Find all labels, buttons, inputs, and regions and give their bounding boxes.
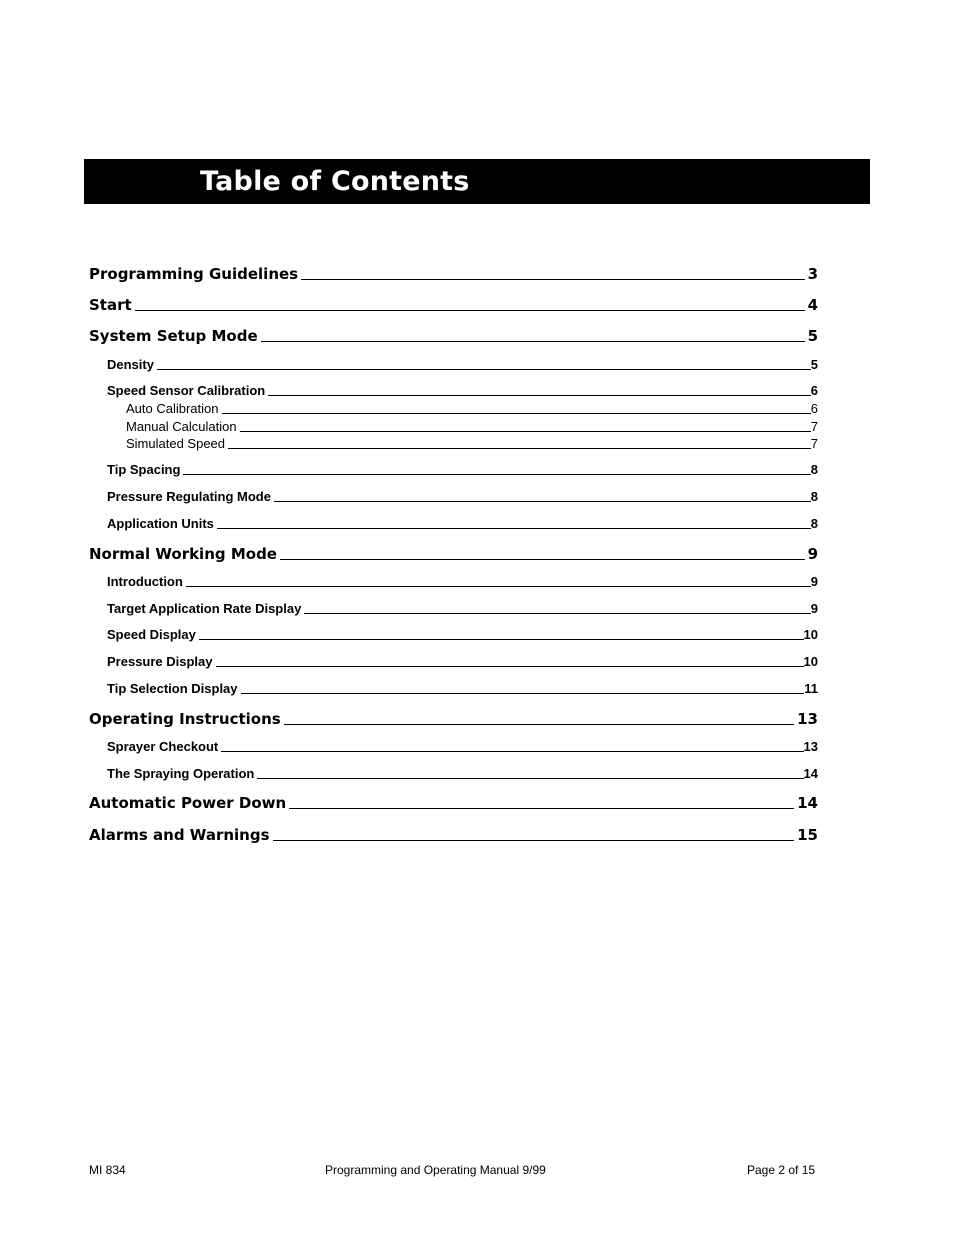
toc-entry[interactable]	[107, 681, 818, 696]
toc-entry-title: Target Application Rate Display	[107, 601, 302, 616]
toc-entry[interactable]	[107, 627, 818, 642]
toc-entry-title: Programming Guidelines	[89, 265, 299, 283]
toc-entry-page: 6	[810, 401, 818, 416]
toc-entry[interactable]	[107, 766, 818, 781]
toc-entry-page: 10	[803, 654, 818, 669]
toc-entry[interactable]	[89, 327, 818, 345]
footer-page-number: Page 2 of 15	[747, 1163, 816, 1177]
toc-entry-title: Introduction	[107, 574, 183, 589]
toc-entry-page: 7	[810, 436, 818, 451]
toc-entry[interactable]	[107, 601, 818, 616]
toc-leader-line	[274, 501, 811, 502]
toc-entry-title: Application Units	[107, 516, 214, 531]
toc-entry-title: Simulated Speed	[126, 436, 226, 451]
toc-entry-title: Manual Calculation	[126, 419, 237, 434]
toc-entry-page: 10	[803, 627, 818, 642]
footer-document-id: MI 834	[89, 1163, 126, 1177]
toc-entry-title: Operating Instructions	[89, 710, 281, 728]
toc-entry-page: 8	[810, 489, 818, 504]
toc-entry-title: Automatic Power Down	[89, 794, 287, 812]
toc-entry-page: 8	[810, 516, 818, 531]
toc-entry[interactable]	[107, 739, 818, 754]
toc-leader-line	[222, 413, 811, 414]
toc-leader-line	[289, 808, 794, 809]
toc-leader-line	[241, 693, 805, 694]
toc-entry-title: Sprayer Checkout	[107, 739, 219, 754]
toc-entry-page: 6	[810, 383, 818, 398]
toc-entry-page: 7	[810, 419, 818, 434]
toc-leader-line	[157, 369, 811, 370]
toc-leader-line	[301, 279, 804, 280]
toc-leader-line	[273, 840, 795, 841]
toc-leader-line	[221, 751, 803, 752]
toc-entry[interactable]	[107, 462, 818, 477]
toc-entry-page: 4	[807, 296, 818, 314]
toc-entry-page: 5	[810, 357, 818, 372]
toc-entry[interactable]	[126, 419, 818, 434]
footer-manual-title: Programming and Operating Manual 9/99	[325, 1163, 546, 1177]
toc-leader-line	[257, 778, 803, 779]
toc-entry-title: Alarms and Warnings	[89, 826, 270, 844]
toc-entry-page: 3	[807, 265, 818, 283]
title-banner	[84, 159, 870, 204]
toc-entry-page: 14	[803, 766, 818, 781]
toc-entry-page: 13	[803, 739, 818, 754]
toc-entry-title: Pressure Display	[107, 654, 213, 669]
toc-entry[interactable]	[107, 654, 818, 669]
toc-leader-line	[183, 474, 810, 475]
toc-entry-title: Density	[107, 357, 154, 372]
toc-entry-page: 9	[807, 545, 818, 563]
toc-entry[interactable]	[89, 296, 818, 314]
toc-entry-page: 5	[807, 327, 818, 345]
toc-entry-title: The Spraying Operation	[107, 766, 255, 781]
toc-entry[interactable]	[126, 436, 818, 451]
toc-entry[interactable]	[89, 265, 818, 283]
toc-entry[interactable]	[107, 357, 818, 372]
toc-entry[interactable]	[107, 574, 818, 589]
toc-entry[interactable]	[89, 545, 818, 563]
toc-entry[interactable]	[107, 383, 818, 398]
toc-entry-title: Speed Display	[107, 627, 196, 642]
page-title: Table of Contents	[200, 166, 470, 197]
toc-entry-title: Start	[89, 296, 132, 314]
toc-leader-line	[240, 431, 811, 432]
toc-leader-line	[268, 395, 811, 396]
toc-entry[interactable]	[89, 710, 818, 728]
toc-entry[interactable]	[107, 516, 818, 531]
toc-entry-title: Tip Selection Display	[107, 681, 238, 696]
toc-entry[interactable]	[107, 489, 818, 504]
toc-entry-page: 13	[797, 710, 818, 728]
toc-leader-line	[261, 341, 805, 342]
toc-leader-line	[228, 448, 811, 449]
toc-leader-line	[199, 639, 804, 640]
toc-leader-line	[280, 559, 805, 560]
toc-entry-title: Pressure Regulating Mode	[107, 489, 271, 504]
toc-leader-line	[217, 528, 811, 529]
toc-entry-title: Auto Calibration	[126, 401, 219, 416]
toc-leader-line	[216, 666, 804, 667]
toc-entry-title: Normal Working Mode	[89, 545, 277, 563]
toc-entry-page: 15	[797, 826, 818, 844]
toc-leader-line	[284, 724, 794, 725]
toc-entry-page: 8	[810, 462, 818, 477]
toc-entry-page: 11	[804, 681, 818, 696]
toc-entry-title: Speed Sensor Calibration	[107, 383, 266, 398]
toc-entry[interactable]	[89, 826, 818, 844]
toc-entry-page: 9	[810, 574, 818, 589]
toc-leader-line	[135, 310, 805, 311]
toc-entry-title: Tip Spacing	[107, 462, 181, 477]
toc-entry-title: System Setup Mode	[89, 327, 258, 345]
toc-entry[interactable]	[126, 401, 818, 416]
toc-entry-page: 9	[810, 601, 818, 616]
toc-leader-line	[304, 613, 810, 614]
toc-entry-page: 14	[797, 794, 818, 812]
toc-entry[interactable]	[89, 794, 818, 812]
toc-leader-line	[186, 586, 811, 587]
